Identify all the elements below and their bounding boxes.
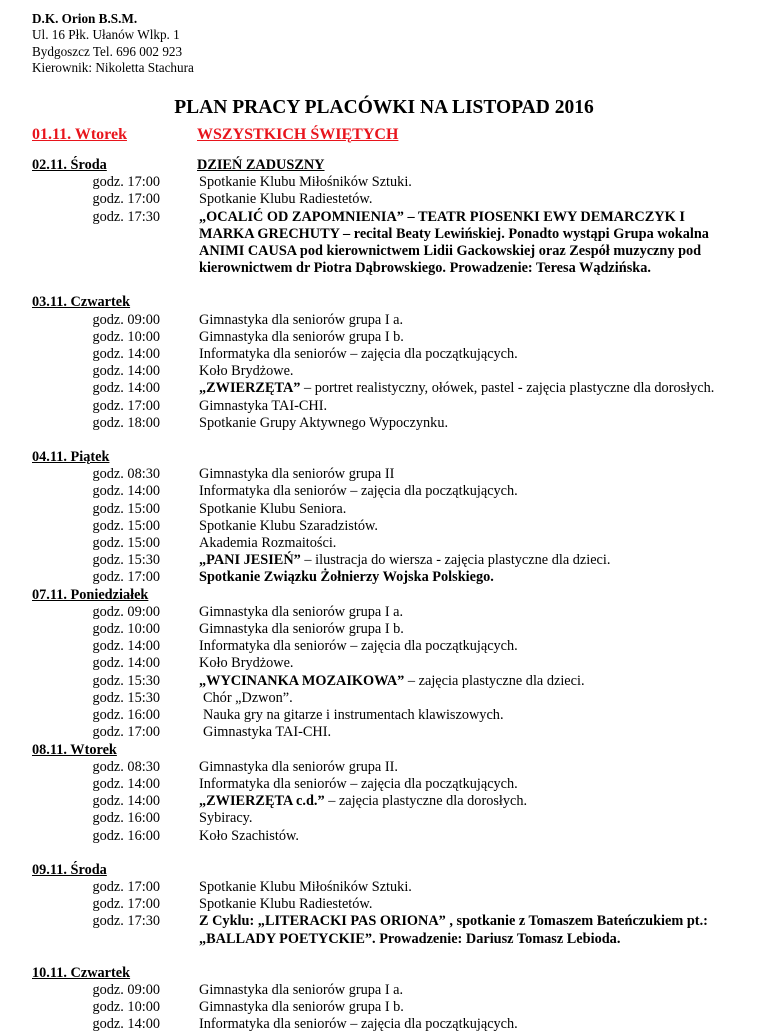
day-08-11 xyxy=(32,742,742,845)
event-detail: – zajęcia plastyczne dla dorosłych. xyxy=(324,793,528,810)
event-time: godz. 09:00 xyxy=(92,981,160,998)
day-heading: DZIEŃ ZADUSZNY xyxy=(197,157,325,173)
event-row xyxy=(32,724,742,741)
event-desc xyxy=(199,673,742,690)
event-desc: Informatyka dla seniorów – zajęcia dla początkujących. xyxy=(199,483,518,500)
event-time: godz. 15:30 xyxy=(92,689,160,706)
event-time: godz. 09:00 xyxy=(92,311,160,328)
event-row xyxy=(32,776,742,793)
event-desc: Chór „Dzwon”. xyxy=(203,689,293,706)
event-desc: Z Cyklu: „LITERACKI PAS ORIONA” , spotkanie z Tomaszem Bateńczukiem pt.: „BALLADY POETYCKIE”. Prowadzenie: Dariusz Tomasz Lebioda. xyxy=(199,913,708,947)
event-desc: Gimnastyka dla seniorów grupa I b. xyxy=(199,328,404,345)
event-time: godz. 15:00 xyxy=(92,517,160,534)
event-row xyxy=(32,191,742,208)
day-02-11 xyxy=(32,157,742,277)
event-row xyxy=(32,621,742,638)
event-time: godz. 17:00 xyxy=(92,878,160,895)
event-time: godz. 14:00 xyxy=(92,655,160,672)
event-row xyxy=(32,363,742,380)
event-row xyxy=(32,209,742,278)
event-row xyxy=(32,604,742,621)
event-time: godz. 14:00 xyxy=(92,638,160,655)
event-desc: Spotkanie Klubu Miłośników Sztuki. xyxy=(199,174,412,191)
event-row xyxy=(32,398,742,415)
event-time: godz. 14:00 xyxy=(92,483,160,500)
event-time: godz. 14:00 xyxy=(92,793,160,810)
event-time: godz. 17:30 xyxy=(92,913,160,930)
event-row xyxy=(32,1016,742,1033)
event-desc: Gimnastyka dla seniorów grupa I a. xyxy=(199,981,404,998)
event-time: godz. 15:30 xyxy=(92,672,160,689)
event-desc: Spotkanie Związku Żołnierzy Wojska Polskiego. xyxy=(199,569,494,586)
event-row xyxy=(32,896,742,913)
day-label: 04.11. Piątek xyxy=(32,449,110,466)
day-09-11 xyxy=(32,862,742,948)
event-row xyxy=(32,879,742,896)
event-time: godz. 15:00 xyxy=(92,535,160,552)
event-desc: Gimnastyka TAI-CHI. xyxy=(203,724,332,741)
event-desc: Gimnastyka dla seniorów grupa I b. xyxy=(199,621,404,638)
event-row xyxy=(32,346,742,363)
event-row xyxy=(32,828,742,845)
event-desc: Gimnastyka dla seniorów grupa I a. xyxy=(199,603,404,620)
event-desc: Koło Brydżowe. xyxy=(199,363,294,380)
event-desc: Koło Brydżowe. xyxy=(199,655,294,672)
event-desc: Akademia Rozmaitości. xyxy=(199,535,337,552)
event-row xyxy=(32,312,742,329)
event-row xyxy=(32,415,742,432)
event-row xyxy=(32,655,742,672)
event-desc: Spotkanie Klubu Seniora. xyxy=(199,500,347,517)
day-label: 03.11. Czwartek xyxy=(32,294,131,311)
event-row xyxy=(32,569,742,586)
event-desc: Nauka gry na gitarze i instrumentach klawiszowych. xyxy=(203,707,504,724)
day-label: 02.11. Środa xyxy=(32,157,107,173)
event-time: godz. 14:00 xyxy=(92,346,160,363)
event-time: godz. 17:00 xyxy=(92,569,160,586)
event-row xyxy=(32,329,742,346)
event-desc: Informatyka dla seniorów – zajęcia dla początkujących. xyxy=(199,638,518,655)
event-time: godz. 10:00 xyxy=(92,999,160,1016)
event-time: godz. 14:00 xyxy=(92,363,160,380)
event-row xyxy=(32,501,742,518)
event-title: „ZWIERZĘTA c.d.” xyxy=(199,793,325,810)
event-row xyxy=(32,483,742,500)
event-desc: Spotkanie Klubu Radiestetów. xyxy=(199,896,373,913)
day-07-11 xyxy=(32,587,742,742)
event-title: „ZWIERZĘTA” xyxy=(199,380,301,397)
event-time: godz. 16:00 xyxy=(92,827,160,844)
event-desc: Informatyka dla seniorów – zajęcia dla początkujących. xyxy=(199,1016,518,1033)
event-row xyxy=(32,913,742,947)
event-desc: Gimnastyka dla seniorów grupa I a. xyxy=(199,311,404,328)
day-label: 09.11. Środa xyxy=(32,861,107,878)
event-row xyxy=(32,810,742,827)
event-time: godz. 17:30 xyxy=(92,208,160,225)
event-time: godz. 15:30 xyxy=(92,552,160,569)
event-row xyxy=(32,982,742,999)
document-header xyxy=(32,11,194,77)
event-time: godz. 08:30 xyxy=(92,758,160,775)
event-row xyxy=(32,380,742,397)
event-row xyxy=(32,999,742,1016)
event-row xyxy=(32,793,742,810)
event-time: godz. 10:00 xyxy=(92,328,160,345)
event-row xyxy=(32,690,742,707)
event-desc: Gimnastyka dla seniorów grupa II xyxy=(199,466,395,483)
event-desc: Informatyka dla seniorów – zajęcia dla początkujących. xyxy=(199,775,518,792)
event-title: „WYCINANKA MOZAIKOWA” xyxy=(199,672,405,689)
event-row xyxy=(32,552,742,569)
org-address: Ul. 16 Płk. Ułanów Wlkp. 1 xyxy=(32,27,180,43)
event-title: „PANI JESIEŃ” xyxy=(199,552,301,569)
event-time: godz. 17:00 xyxy=(92,896,160,913)
event-detail: – zajęcia plastyczne dla dzieci. xyxy=(404,672,585,689)
event-time: godz. 14:00 xyxy=(92,1016,160,1033)
event-desc: „OCALIĆ OD ZAPOMNIENIA” – TEATR PIOSENKI EWY DEMARCZYK I MARKA GRECHUTY – recital Beaty Lewińskiej. Ponadto wystąpi Grupa wokalna ANIMI CAUSA pod kierownictwem Lidii Gackowskiej oraz Zespół muzyczny pod kierownictwem dr Piotra Dąbrowskiego. Prowadzenie: Teresa Wądzińska. xyxy=(199,208,709,277)
event-row xyxy=(32,466,742,483)
event-row xyxy=(32,535,742,552)
event-row xyxy=(32,638,742,655)
event-time: godz. 17:00 xyxy=(92,724,160,741)
day-10-11 xyxy=(32,965,742,1034)
event-desc xyxy=(199,552,742,569)
page-title: PLAN PRACY PLACÓWKI NA LISTOPAD 2016 xyxy=(174,97,594,118)
holiday-date: 01.11. Wtorek xyxy=(32,126,127,143)
org-name: D.K. Orion B.S.M. xyxy=(32,11,138,26)
holiday-name: WSZYSTKICH ŚWIĘTYCH xyxy=(197,126,399,143)
event-desc xyxy=(199,380,742,397)
schedule xyxy=(32,157,742,1034)
event-desc: Sybiracy. xyxy=(199,810,253,827)
event-time: godz. 09:00 xyxy=(92,603,160,620)
event-time: godz. 17:00 xyxy=(92,397,160,414)
event-desc: Gimnastyka dla seniorów grupa II. xyxy=(199,758,398,775)
event-time: godz. 10:00 xyxy=(92,621,160,638)
day-label: 07.11. Poniedziałek xyxy=(32,586,149,603)
event-desc: Spotkanie Klubu Miłośników Sztuki. xyxy=(199,878,412,895)
day-label: 10.11. Czwartek xyxy=(32,964,131,981)
event-time: godz. 15:00 xyxy=(92,500,160,517)
org-manager: Kierownik: Nikoletta Stachura xyxy=(32,60,194,76)
org-city-phone: Bydgoszcz Tel. 696 002 923 xyxy=(32,43,183,59)
event-detail: – ilustracja do wiersza - zajęcia plastyczne dla dzieci. xyxy=(300,552,611,569)
event-desc: Gimnastyka TAI-CHI. xyxy=(199,397,328,414)
event-row xyxy=(32,673,742,690)
event-row xyxy=(32,518,742,535)
event-time: godz. 17:00 xyxy=(92,191,160,208)
event-detail: – portret realistyczny, ołówek, pastel - zajęcia plastyczne dla dorosłych. xyxy=(300,380,715,397)
event-time: godz. 16:00 xyxy=(92,707,160,724)
event-row xyxy=(32,707,742,724)
event-time: godz. 18:00 xyxy=(92,414,160,431)
event-time: godz. 14:00 xyxy=(92,775,160,792)
event-desc: Spotkanie Klubu Radiestetów. xyxy=(199,191,373,208)
event-desc: Spotkanie Grupy Aktywnego Wypoczynku. xyxy=(199,414,449,431)
event-time: godz. 14:00 xyxy=(92,380,160,397)
event-desc: Koło Szachistów. xyxy=(199,827,299,844)
event-time: godz. 17:00 xyxy=(92,174,160,191)
event-desc: Spotkanie Klubu Szaradzistów. xyxy=(199,517,378,534)
event-row xyxy=(32,759,742,776)
event-desc: Gimnastyka dla seniorów grupa I b. xyxy=(199,999,404,1016)
event-time: godz. 16:00 xyxy=(92,810,160,827)
event-time: godz. 08:30 xyxy=(92,466,160,483)
event-row xyxy=(32,174,742,191)
day-label: 08.11. Wtorek xyxy=(32,741,117,758)
event-desc xyxy=(199,793,742,810)
event-desc: Informatyka dla seniorów – zajęcia dla początkujących. xyxy=(199,346,518,363)
day-04-11 xyxy=(32,449,742,587)
day-03-11 xyxy=(32,294,742,432)
